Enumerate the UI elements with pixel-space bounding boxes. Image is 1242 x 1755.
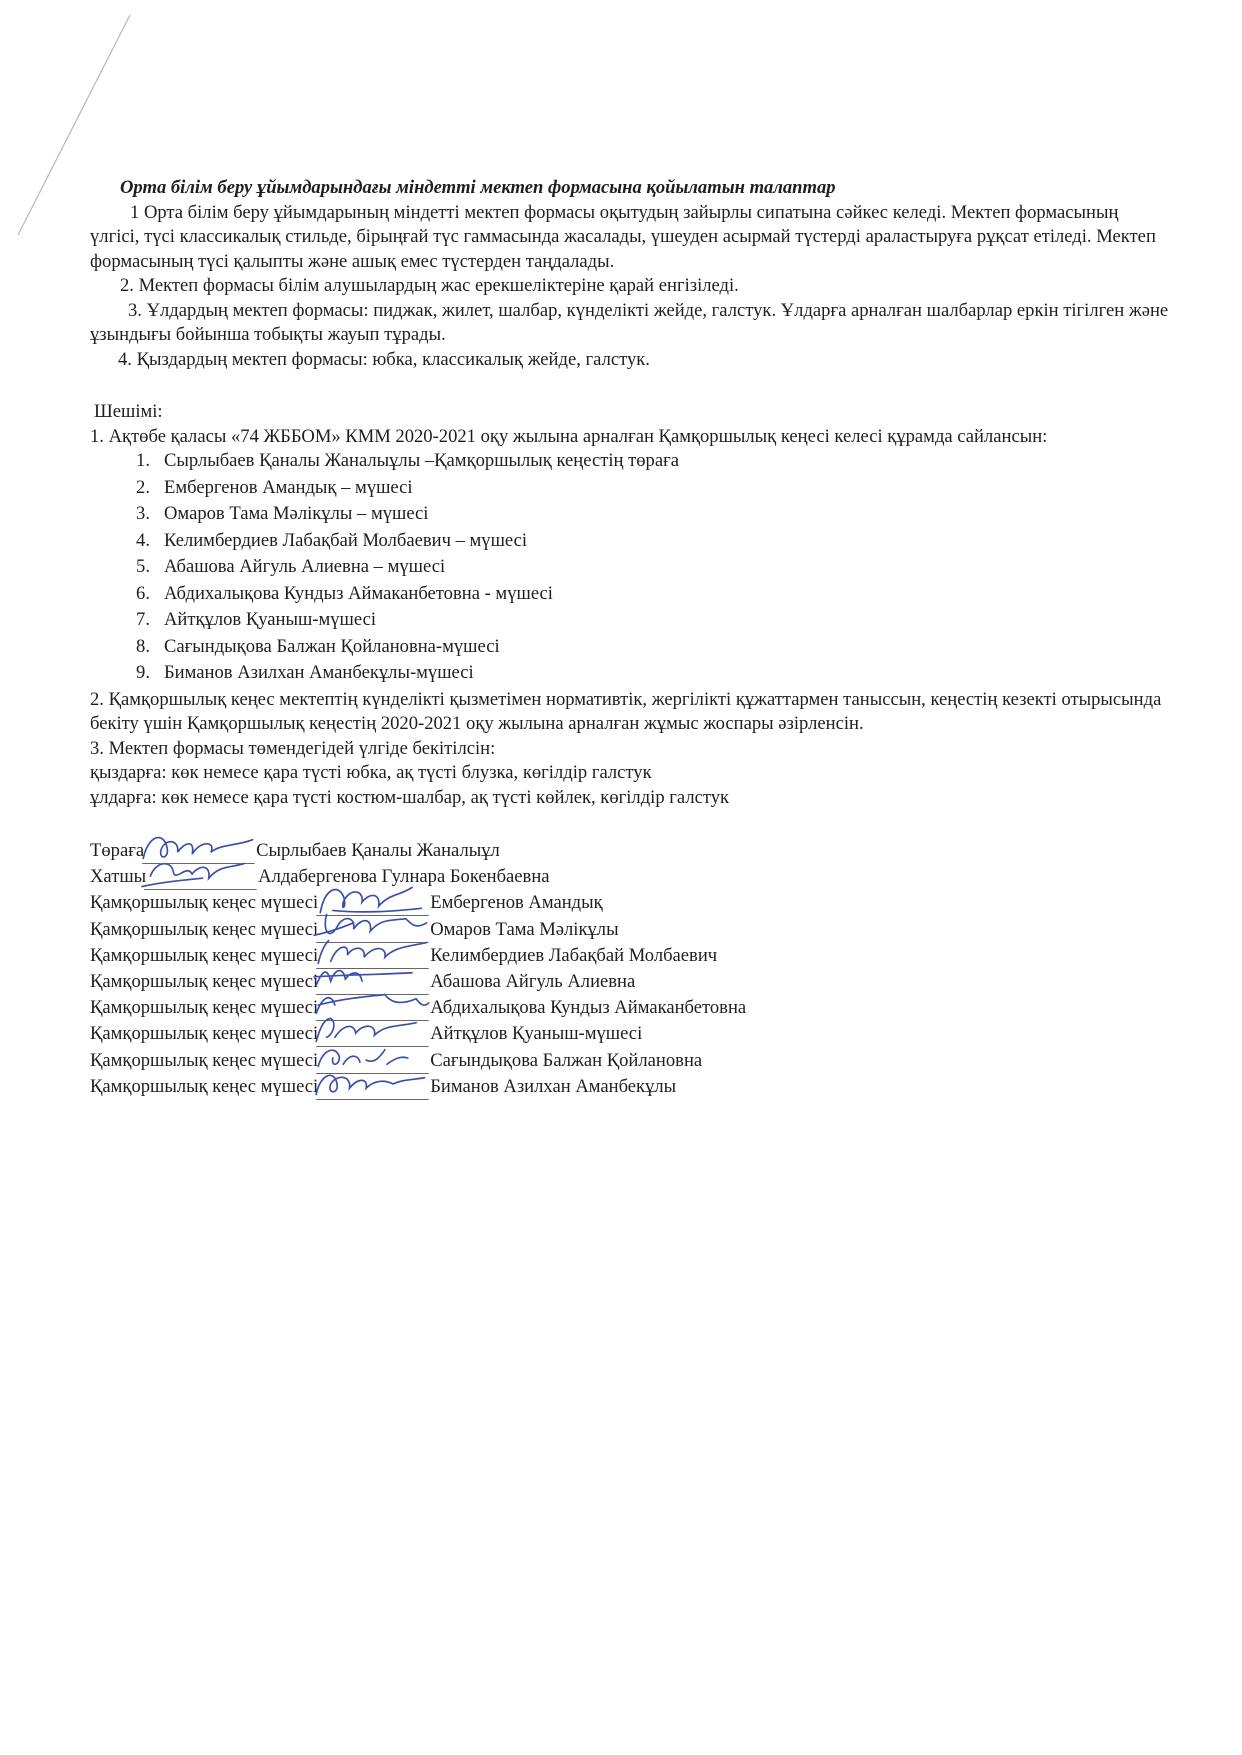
signature-row [90, 943, 1170, 969]
signatory-name: Биманов Азилхан Аманбекұлы [430, 1075, 677, 1097]
member-number: 8. [136, 635, 150, 657]
signature-row [90, 1074, 1170, 1100]
signatory-name: Сырлыбаев Қаналы Жаналыұл [256, 840, 500, 861]
signature-row [90, 1021, 1170, 1047]
signatory-name: Келимбердиев Лабақбай Молбаевич [430, 944, 718, 966]
document-body [90, 176, 1170, 1100]
document-title: Орта білім беру ұйымдарындағы міндетті мектеп формасына қойылатын талаптар [120, 177, 836, 198]
signature-row [90, 864, 1170, 890]
signatory-role: Қамқоршылық кеңес мүшесі [90, 1049, 319, 1071]
signatory-role: Қамқоршылық кеңес мүшесі [90, 1023, 319, 1045]
signatory-role: Төраға [90, 840, 145, 861]
member-text: Айтқұлов Қуаныш-мүшесі [164, 609, 377, 630]
uniform-boys: ұлдарға: көк немесе қара түсті костюм-шалбар, ақ түсті көйлек, көгілдір галстук [90, 786, 730, 808]
requirement-3: 3. Ұлдардың мектеп формасы: пиджак, жилет, шалбар, күнделікті жейде, галстук. Ұлдарға арналған шалбарлар еркін тігілген және ұзындығы бойынша тобықты жауып тұрады. [90, 299, 1169, 345]
handwritten-signature [318, 1074, 428, 1100]
signature-block [90, 838, 1170, 1100]
member-number: 6. [136, 582, 150, 604]
member-text: Омаров Тама Мәлікұлы – мүшесі [164, 503, 429, 524]
signatory-name: Абашова Айгуль Алиевна [430, 970, 636, 992]
signatory-name: Алдабергенова Гулнара Бокенбаевна [258, 866, 550, 888]
council-member-item [90, 635, 1170, 662]
signatory-role: Қамқоршылық кеңес мүшесі [90, 1075, 319, 1097]
member-number: 9. [136, 662, 150, 683]
signatory-role: Қамқоршылық кеңес мүшесі [90, 918, 319, 940]
signature-row [90, 917, 1170, 943]
council-member-item [90, 476, 1170, 503]
member-number: 7. [136, 609, 150, 630]
member-text: Сағындықова Балжан Қойлановна-мүшесі [164, 635, 500, 657]
member-text: Абдихалықова Кундыз Аймаканбетовна - мүшесі [164, 582, 553, 604]
council-member-item [90, 608, 1170, 635]
council-member-item [90, 529, 1170, 556]
decision-item-1: 1. Ақтөбе қаласы «74 ЖББОМ» КММ 2020-2021 оқу жылына арналған Қамқоршылық кеңесі келесі құрамда сайлансын: [90, 425, 1048, 447]
uniform-girls: қыздарға: көк немесе қара түсті юбка, ақ түсті блузка, көгілдір галстук [90, 762, 652, 783]
signatory-role: Қамқоршылық кеңес мүшесі [90, 997, 319, 1019]
signatory-name: Омаров Тама Мәлікұлы [430, 918, 619, 940]
council-member-item [90, 661, 1170, 688]
council-members-list [90, 449, 1170, 688]
signatory-name: Абдихалықова Кундыз Аймаканбетовна [430, 997, 747, 1019]
signatory-role: Хатшы [90, 866, 147, 888]
decision-item-3: 3. Мектеп формасы төмендегідей үлгіде бекітілсін: [90, 737, 496, 759]
member-text: Абашова Айгуль Алиевна – мүшесі [164, 556, 446, 577]
council-member-item [90, 555, 1170, 582]
decision-item-2: 2. Қамқоршылық кеңес мектептің күнделікті қызметімен нормативтік, жергілікті құжаттармен таныссын, кеңестің кезекті отырысында бекіту үшін Қамқоршылық кеңестің 2020-2021 оқу жылына арналған жұмыс жоспары әзірленсін. [90, 688, 1162, 734]
requirement-1: 1 Орта білім беру ұйымдарының міндетті мектеп формасы оқытудың зайырлы сипатына сәйкес келеді. Мектеп формасының үлгісі, түсі классикалық стильде, бірыңғай түс гаммасында жасалады, үшеуден асырмай түстерді араластыруға рұқсат етіледі. Мектеп формасының түсі қалыпты және ашық емес түстерден таңдалады. [90, 201, 1156, 272]
member-text: Келимбердиев Лабақбай Молбаевич – мүшесі [164, 529, 528, 551]
signatory-name: Ембергенов Амандық [430, 892, 603, 914]
member-number: 1. [136, 450, 150, 471]
signature-row [90, 890, 1170, 916]
signature-row [90, 995, 1170, 1021]
council-member-item [90, 582, 1170, 609]
member-text: Сырлыбаев Қаналы Жаналыұлы –Қамқоршылық кеңестің төраға [164, 450, 679, 471]
signatory-role: Қамқоршылық кеңес мүшесі [90, 944, 319, 966]
signature-row [90, 969, 1170, 995]
signatory-name: Сағындықова Балжан Қойлановна [430, 1049, 703, 1071]
member-number: 4. [136, 529, 150, 551]
council-member-item [90, 502, 1170, 529]
member-number: 3. [136, 503, 150, 524]
requirement-4: 4. Қыздардың мектеп формасы: юбка, классикалық жейде, галстук. [118, 348, 650, 370]
requirement-2: 2. Мектеп формасы білім алушылардың жас ерекшеліктеріне қарай енгізіледі. [120, 275, 739, 296]
member-number: 2. [136, 476, 150, 498]
member-text: Биманов Азилхан Аманбекұлы-мүшесі [164, 662, 474, 683]
signature-row [90, 1048, 1170, 1074]
council-member-item [90, 449, 1170, 476]
member-number: 5. [136, 556, 150, 577]
handwritten-signature [146, 864, 256, 890]
member-text: Ембергенов Амандық – мүшесі [164, 476, 413, 498]
signatory-role: Қамқоршылық кеңес мүшесі [90, 892, 319, 914]
signatory-role: Қамқоршылық кеңес мүшесі [90, 970, 319, 992]
signatory-name: Айтқұлов Қуаныш-мүшесі [430, 1023, 643, 1045]
decision-label: Шешімі: [94, 401, 163, 422]
